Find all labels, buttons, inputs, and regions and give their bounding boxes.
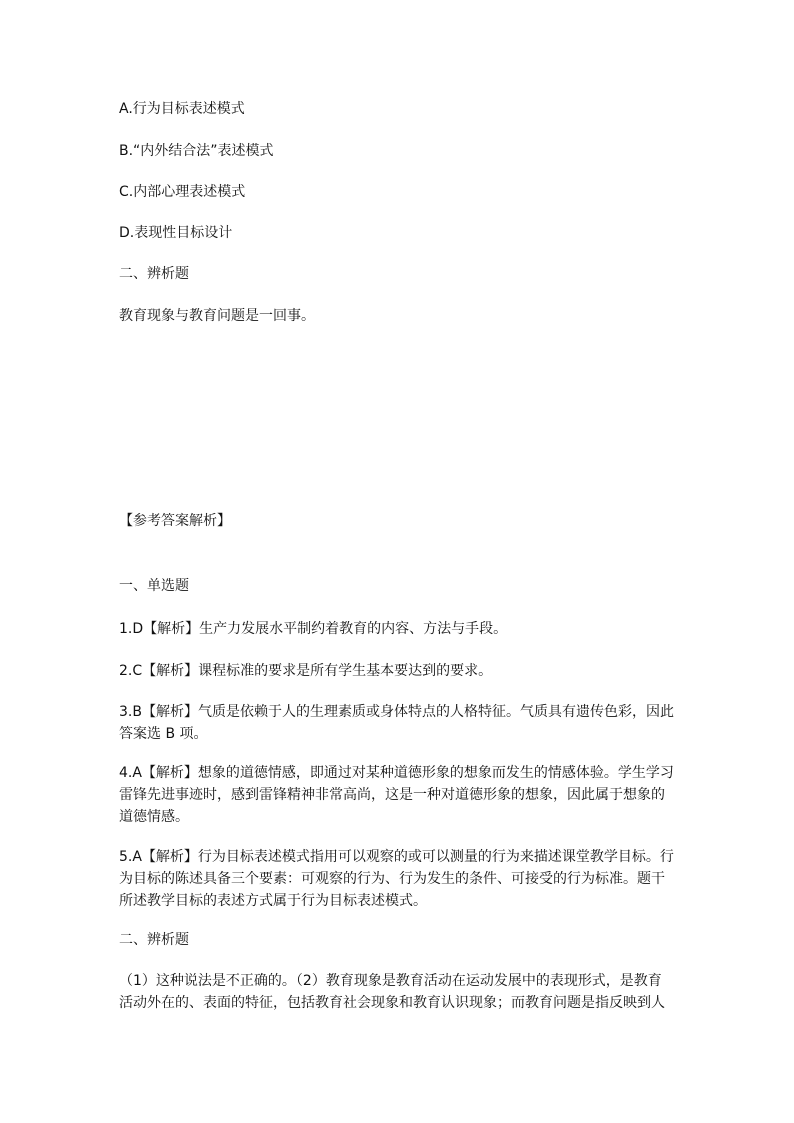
- answer-discrimination-text: （1）这种说法是不正确的。（2）教育现象是教育活动在运动发展中的表现形式，是教育活动外在的、表面的特征，包括教育社会现象和教育认识现象；而教育问题是指反映到人: [119, 973, 665, 1011]
- answer-heading: 【参考答案解析】: [119, 513, 231, 529]
- answer-section-discrimination: 二、辨析题: [119, 932, 189, 948]
- answer-section-single-choice: 一、单选题: [119, 578, 189, 594]
- answer-item-5: 5.A【解析】行为目标表述模式指用可以观察的或可以测量的行为来描述课堂教学目标。行为目标的陈述具备三个要素：可观察的行为、行为发生的条件、可接受的行为标准。题干所述教学目标的表述方式属于行为目标表述模式。: [119, 849, 674, 909]
- option-b: B.“内外结合法”表述模式: [119, 143, 274, 159]
- option-a: A.行为目标表述模式: [119, 101, 245, 117]
- answer-item-4: 4.A【解析】想象的道德情感，即通过对某种道德形象的想象而发生的情感体验。学生学习雷锋先进事迹时，感到雷锋精神非常高尚，这是一种对道德形象的想象，因此属于想象的道德情感。: [119, 765, 674, 825]
- section-heading-discrimination: 二、辨析题: [119, 266, 189, 282]
- option-d: D.表现性目标设计: [119, 225, 233, 241]
- discrimination-question: 教育现象与教育问题是一回事。: [119, 308, 315, 324]
- option-c: C.内部心理表述模式: [119, 184, 246, 200]
- answer-item-2: 2.C【解析】课程标准的要求是所有学生基本要达到的要求。: [119, 663, 493, 679]
- answer-item-1: 1.D【解析】生产力发展水平制约着教育的内容、方法与手段。: [119, 621, 508, 637]
- answer-item-3: 3.B【解析】气质是依赖于人的生理素质或身体特点的人格特征。气质具有遗传色彩，因此答案选 B 项。: [119, 704, 674, 742]
